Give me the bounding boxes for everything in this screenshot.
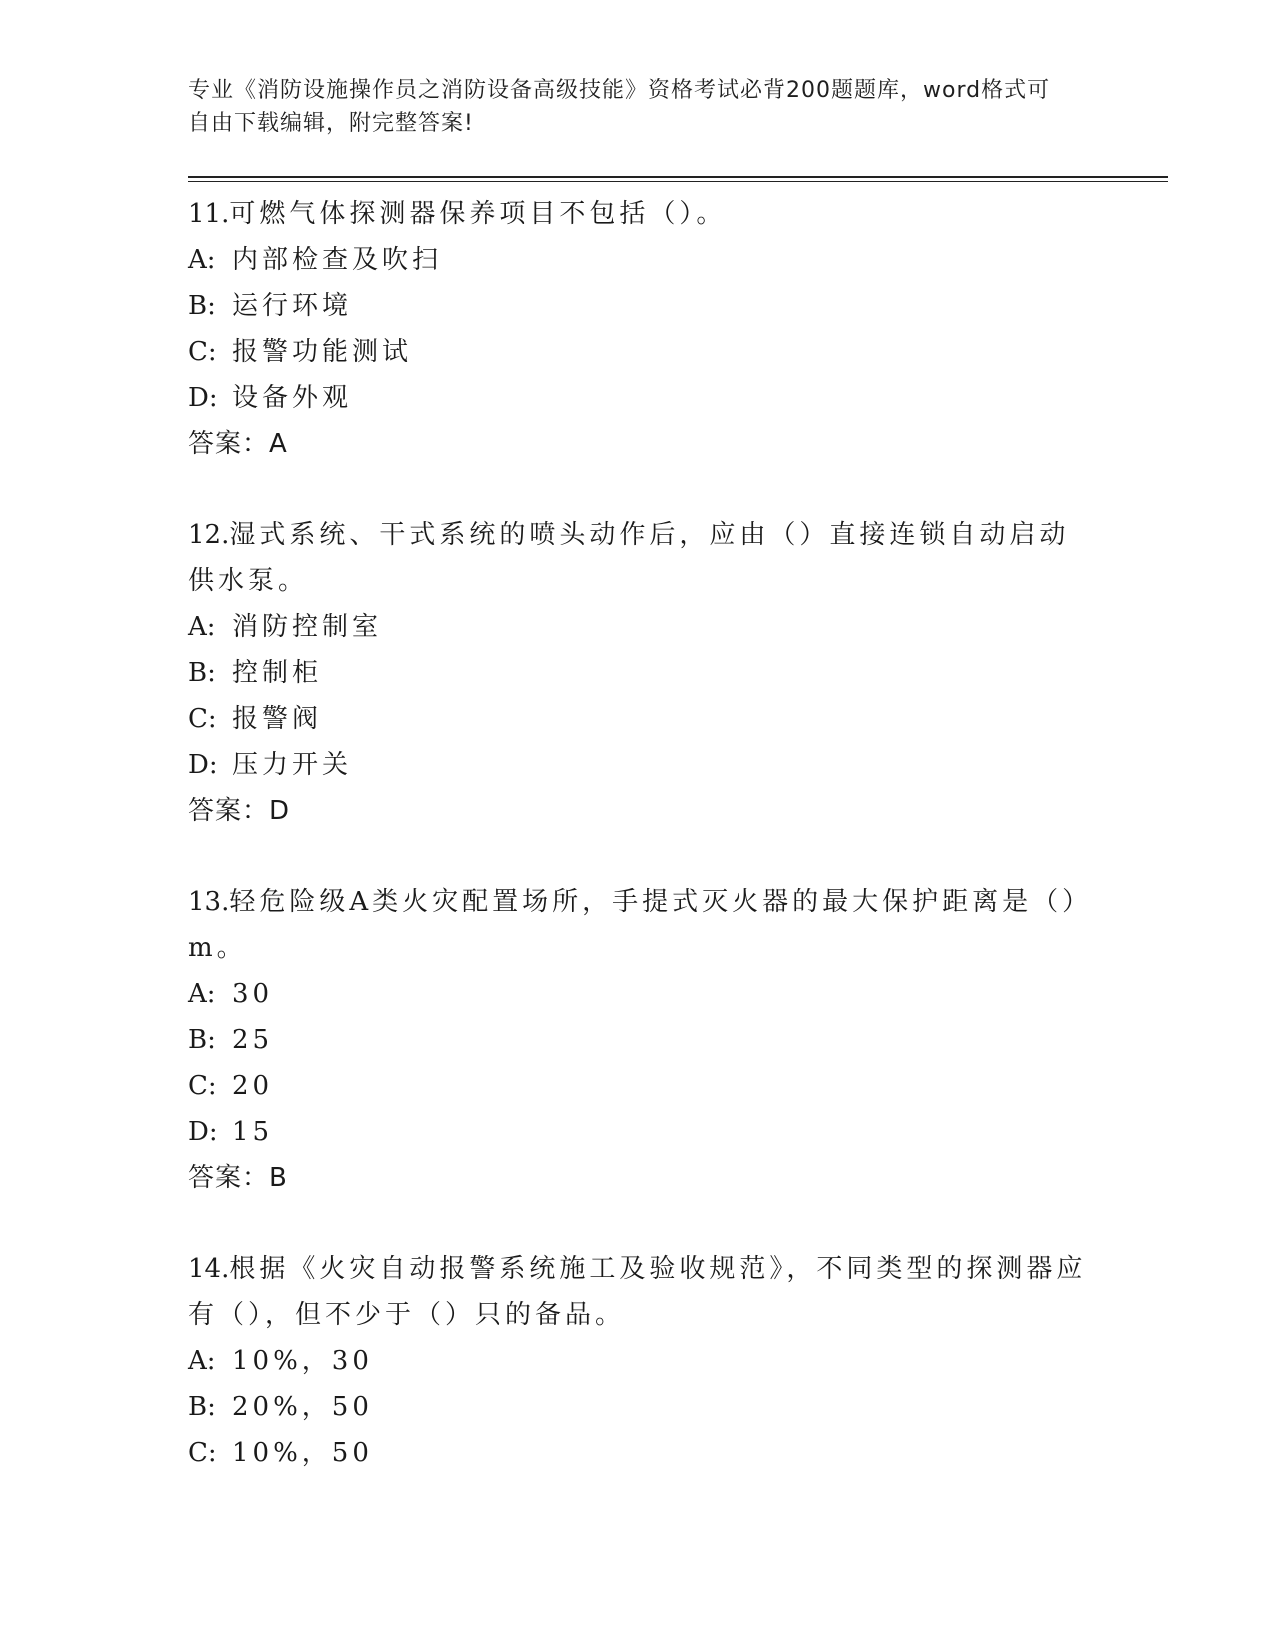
question-text: 可燃气体探测器保养项目不包括（）。 — [229, 199, 727, 229]
option-key: A: — [188, 612, 216, 642]
option-d — [188, 742, 1168, 788]
option-text: 运行环境 — [232, 291, 353, 321]
question-number: 13. — [188, 887, 230, 917]
option-key: C: — [188, 337, 217, 367]
option-text: 压力开关 — [232, 750, 353, 780]
answer-label: 答案： — [188, 796, 270, 826]
question-text: 轻危险级A类火灾配置场所，手提式灭火器的最大保护距离是（）m。 — [188, 887, 1080, 963]
question-stem — [188, 191, 1088, 237]
option-a — [188, 237, 1168, 283]
option-key: C: — [188, 1438, 217, 1468]
option-key: D: — [188, 383, 218, 413]
option-key: B: — [188, 1025, 216, 1055]
answer-line — [188, 1155, 1168, 1201]
option-d — [188, 1109, 1168, 1155]
option-text: 设备外观 — [232, 383, 353, 413]
question-stem — [188, 1246, 1088, 1338]
option-a — [188, 604, 1168, 650]
option-key: A: — [188, 245, 216, 275]
option-c — [188, 329, 1168, 375]
question-number: 14. — [188, 1254, 230, 1284]
option-text: 控制柜 — [232, 658, 323, 688]
question-list — [188, 191, 1168, 1476]
option-text: 20 — [232, 1071, 274, 1101]
option-key: C: — [188, 1071, 217, 1101]
answer-line — [188, 421, 1168, 467]
question-stem — [188, 512, 1088, 604]
option-b — [188, 650, 1168, 696]
option-c — [188, 1063, 1168, 1109]
answer-line — [188, 788, 1168, 834]
question-13 — [188, 879, 1168, 1201]
option-text: 报警功能测试 — [232, 337, 413, 367]
header-divider — [188, 176, 1168, 182]
option-b — [188, 283, 1168, 329]
option-key: A: — [188, 1346, 216, 1376]
option-a — [188, 1338, 1168, 1384]
question-text: 湿式系统、干式系统的喷头动作后，应由（）直接连锁自动启动供水泵。 — [188, 520, 1070, 596]
document-header: 专业《消防设施操作员之消防设备高级技能》资格考试必背200题题库，word格式可自由下载编辑，附完整答案! — [188, 78, 1051, 136]
question-number: 12. — [188, 520, 230, 550]
option-b — [188, 1384, 1168, 1430]
header-divider-thick-line — [188, 176, 1168, 178]
option-text: 报警阀 — [232, 704, 323, 734]
option-key: A: — [188, 979, 216, 1009]
question-12 — [188, 512, 1168, 834]
option-text: 10%，50 — [232, 1438, 373, 1468]
answer-value: D — [269, 796, 291, 826]
question-11 — [188, 191, 1168, 467]
answer-label: 答案： — [188, 1163, 270, 1193]
option-d — [188, 375, 1168, 421]
answer-label: 答案： — [188, 429, 270, 459]
option-key: C: — [188, 704, 217, 734]
option-key: B: — [188, 658, 216, 688]
option-c — [188, 696, 1168, 742]
question-text: 根据《火灾自动报警系统施工及验收规范》，不同类型的探测器应有（），但不少于（）只的备品。 — [188, 1254, 1087, 1330]
question-number: 11. — [188, 199, 230, 229]
option-text: 25 — [232, 1025, 274, 1055]
option-text: 10%，30 — [232, 1346, 373, 1376]
answer-value: A — [269, 429, 288, 459]
header-divider-thin-line — [188, 181, 1168, 182]
option-key: B: — [188, 1392, 216, 1422]
question-14 — [188, 1246, 1168, 1476]
option-text: 内部检查及吹扫 — [232, 245, 443, 275]
option-text: 20%，50 — [232, 1392, 373, 1422]
option-text: 消防控制室 — [232, 612, 383, 642]
option-c — [188, 1430, 1168, 1476]
option-b — [188, 1017, 1168, 1063]
option-key: D: — [188, 1117, 218, 1147]
document-page — [188, 0, 1168, 1476]
question-stem — [188, 879, 1088, 971]
option-a — [188, 971, 1168, 1017]
option-text: 15 — [232, 1117, 274, 1147]
option-key: B: — [188, 291, 216, 321]
option-text: 30 — [232, 979, 274, 1009]
answer-value: B — [269, 1163, 288, 1193]
option-key: D: — [188, 750, 218, 780]
